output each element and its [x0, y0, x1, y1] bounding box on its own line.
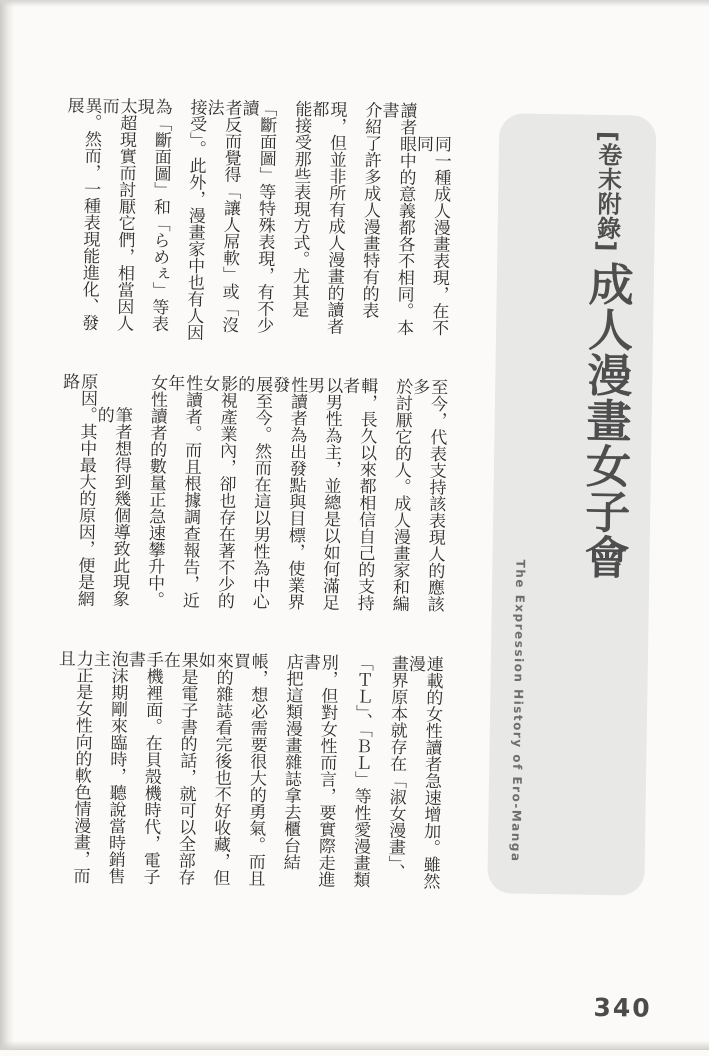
- text-column: 以男性為主，並總是以如何滿足男: [304, 376, 343, 611]
- scan-edge-bottom: [0, 1041, 709, 1050]
- text-column: 於討厭它的人。成人漫畫家和編: [388, 377, 413, 612]
- scan-edge-top: [0, 0, 709, 7]
- text-column: 為「斷面圖」和「らめぇ」等表現: [133, 97, 172, 332]
- text-column: 筆者想得到幾個導致此現象的: [93, 405, 132, 607]
- page-number: 340: [593, 992, 652, 1023]
- scan-edge-left: [0, 0, 14, 1050]
- appendix-bracket-label: [卷末附錄]: [592, 130, 623, 253]
- text-column: 展至今。然而在這以男性為中心的: [234, 375, 273, 610]
- text-column: 影視產業內，卻也存在著不少的女: [199, 374, 238, 609]
- text-column: 性讀者為出發點與目標，使業界發: [269, 375, 308, 611]
- body-text-tier-bottom: [53, 649, 442, 905]
- body-text-tier-middle: [57, 372, 446, 628]
- text-column: 至今，代表支持該表現人的應該多: [409, 377, 448, 613]
- text-column: 原因。其中最大的原因，便是網路: [59, 372, 98, 607]
- text-column: 介紹了許多成人漫畫特有的表: [358, 101, 382, 319]
- text-column: 手機裡面。在貝殼機時代，電子書: [124, 650, 163, 885]
- text-column: 太超現實而討厭它們，相當因人而: [98, 96, 137, 332]
- text-column: 者反而覺得「讓人屌軟」或「沒法: [203, 98, 242, 333]
- text-column: 帳，想必需要很大的勇氣。而且買: [229, 652, 268, 887]
- text-column: 果是電子書的話，就可以全部存在: [159, 650, 198, 886]
- body-text-tier-top: [62, 96, 451, 352]
- text-column: 現，但並非所有成人漫畫的讀者都: [308, 100, 347, 335]
- text-column: 連載的女性讀者急速增加。雖然漫: [404, 654, 443, 890]
- text-column: 輯，長久以來都相信自己的支持者: [339, 376, 378, 612]
- text-column: 力正是女性向的軟色情漫畫，而且: [54, 649, 94, 884]
- text-column: 「ＴＬ」、「ＢＬ」等性愛漫畫類: [349, 653, 373, 888]
- text-column: 能接受那些表現方式。尤其是: [288, 99, 312, 318]
- text-column: 店把這類漫畫雜誌拿去櫃台結: [279, 652, 303, 871]
- text-column: 女性讀者的數量正急速攀升中。: [143, 373, 168, 608]
- text-column: 讀者眼中的意義都各不相同。本書: [378, 101, 417, 336]
- text-column: 別，但對女性而言，要實際走進書: [299, 653, 338, 888]
- english-subtitle: The Expression History of Ero-Manga: [508, 559, 528, 863]
- text-column: 性讀者。而且根據調查報告，近年: [164, 374, 203, 609]
- text-column: 異。然而，一種表現能進化、發展: [63, 96, 102, 331]
- text-column: 泡沫期剛來臨時，聽說當時銷售主: [89, 649, 129, 885]
- text-column: 畫界原本就存在「淑女漫畫」、: [384, 654, 408, 881]
- text-column: 來的雜誌看完後也不好收藏，但如: [194, 651, 233, 886]
- appendix-title-box: [487, 113, 656, 895]
- text-column: 「斷面圖」等特殊表現，有不少讀: [238, 99, 277, 334]
- text-column: 同一種成人漫畫表現，在不同: [412, 134, 452, 336]
- text-column: 接受」。此外，漫畫家中也有人因: [182, 98, 207, 341]
- page-title: 成人漫畫女子會: [576, 260, 635, 580]
